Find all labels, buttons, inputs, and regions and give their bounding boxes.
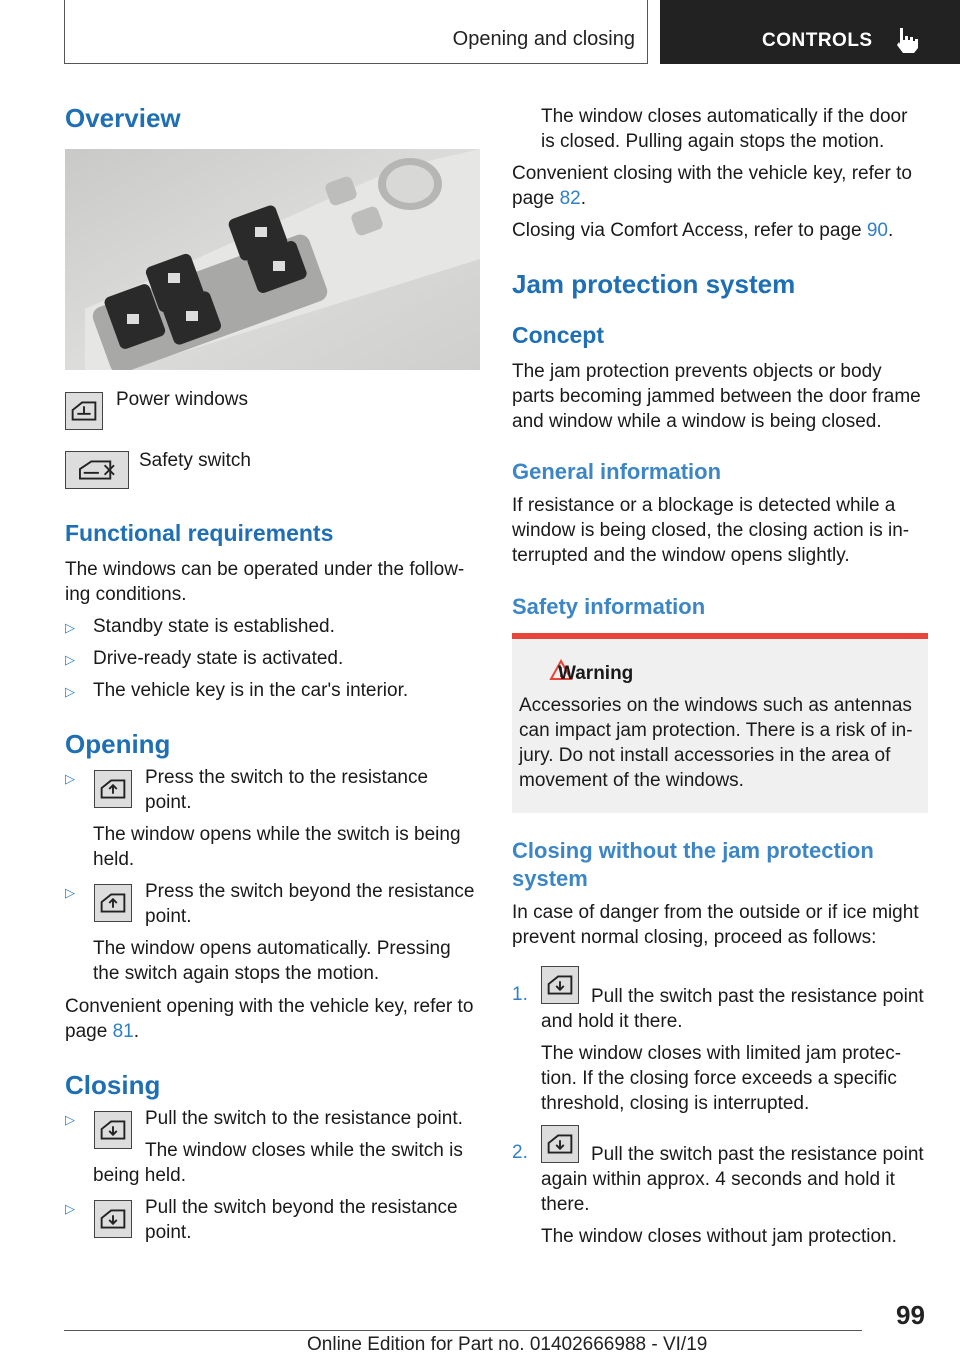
bullet-marker: ▷ [65,620,75,635]
without-line-1: In case of danger from the outside or if ice might [512,902,919,923]
concept-line-3: and window while a window is being closed. [512,411,882,432]
warning-bar [512,633,928,639]
warning-line-2: can impact jam protection. There is a risk of in- [519,720,913,741]
safety-switch-icon [65,451,129,489]
open2-text-a: Press the switch beyond the resistance [145,881,475,902]
open1-result-1: The window opens while the switch is being [93,824,461,845]
overview-heading: Overview [65,103,181,133]
power-windows-label: Power windows [116,389,248,410]
open1-text-a: Press the switch to the resistance [145,767,429,788]
page-link-90[interactable]: 90 [866,220,888,241]
functional-intro-line-2: ing conditions. [65,584,187,605]
safety-information-heading: Safety information [512,594,706,619]
open2-text-b: point. [145,906,192,927]
window-switch-photo [65,149,480,370]
step1-result-3: threshold, closing is interrupted. [541,1093,810,1114]
power-window-icon [94,884,132,922]
close2-result-2: is closed. Pulling again stops the motion. [541,131,885,152]
convenient-closing-line-1: Convenient closing with the vehicle key, refer to [512,163,912,184]
step-number-1: 1. [512,984,528,1005]
comfort-access-line: Closing via Comfort Access, refer to page 90. [512,220,894,241]
functional-intro-line-1: The windows can be operated under the follow- [65,559,465,580]
power-window-icon [94,1111,132,1149]
close2-text-b: point. [145,1222,192,1243]
open1-text-b: point. [145,792,192,813]
general-information-heading: General information [512,459,722,484]
bullet-item: Drive-ready state is activated. [93,648,344,669]
step1-result-2: tion. If the closing force exceeds a specific [541,1068,897,1089]
opening-heading: Opening [65,729,171,759]
general-line-2: window is being closed, the closing action is in- [512,520,910,541]
concept-heading: Concept [512,322,604,348]
general-line-1: If resistance or a blockage is detected while a [512,495,896,516]
step-number-2: 2. [512,1142,528,1163]
bullet-marker: ▷ [65,652,75,667]
header-chapter-tab [660,0,960,64]
open1-result-2: held. [93,849,135,870]
step2-text-b: again within approx. 4 seconds and hold it [541,1169,895,1190]
page-link-82[interactable]: 82 [559,188,581,209]
open2-result-2: the switch again stops the motion. [93,963,380,984]
convenient-opening-line-1: Convenient opening with the vehicle key, refer to [65,996,474,1017]
close2-text-a: Pull the switch beyond the resistance [145,1197,458,1218]
power-window-icon [94,770,132,808]
bullet-item: Standby state is established. [93,616,335,637]
convenient-closing-line-2: page 82. [512,188,586,209]
page-link-81[interactable]: 81 [112,1021,134,1042]
general-line-3: terrupted and the window opens slightly. [512,545,850,566]
step1-text-a: Pull the switch past the resistance point [591,986,924,1007]
safety-switch-label: Safety switch [139,450,251,471]
step2-text-a: Pull the switch past the resistance point [591,1144,924,1165]
closing-without-heading-1: Closing without the jam protection [512,838,874,863]
close1-result-1: The window closes while the switch is [145,1140,463,1161]
concept-line-2: parts becoming jammed between the door frame [512,386,921,407]
power-window-icon [541,1125,579,1163]
jam-protection-heading: Jam protection system [512,269,796,299]
bullet-marker: ▷ [65,1201,75,1216]
hand-pointer-icon [894,26,920,54]
bullet-item: The vehicle key is in the car's interior. [93,680,409,701]
open2-result-1: The window opens automatically. Pressing [93,938,451,959]
power-window-icon [94,1200,132,1238]
warning-line-4: movement of the windows. [519,770,744,791]
step2-result-1: The window closes without jam protection. [541,1226,897,1247]
close1-text-a: Pull the switch to the resistance point. [145,1108,463,1129]
footer-edition: Online Edition for Part no. 01402666988 - VI/19 [307,1334,708,1355]
without-line-2: prevent normal closing, proceed as follows: [512,927,877,948]
bullet-marker: ▷ [65,885,75,900]
warning-line-3: jury. Do not install accessories in the area of [519,745,891,766]
closing-heading: Closing [65,1070,161,1100]
power-window-icon [65,392,103,430]
warning-box [512,633,928,813]
header-section-tab [64,0,648,64]
footer-divider [64,1330,862,1331]
close1-result-2: being held. [93,1165,186,1186]
warning-line-1: Accessories on the windows such as antennas [519,695,912,716]
bullet-marker: ▷ [65,684,75,699]
warning-label: Warning [558,663,634,684]
functional-requirements-heading: Functional requirements [65,520,334,546]
concept-line-1: The jam protection prevents objects or body [512,361,882,382]
step1-result-1: The window closes with limited jam protec- [541,1043,902,1064]
close2-result-1: The window closes automatically if the door [541,106,908,127]
header-chapter-title: CONTROLS [762,30,873,51]
step2-text-c: there. [541,1194,590,1215]
bullet-marker: ▷ [65,1112,75,1127]
convenient-opening-line-2: page 81. [65,1021,139,1042]
closing-without-heading-2: system [512,866,588,891]
bullet-marker: ▷ [65,771,75,786]
power-window-icon [541,966,579,1004]
page-number: 99 [896,1300,925,1330]
header-section-title: Opening and closing [452,28,635,50]
step1-text-b: and hold it there. [541,1011,683,1032]
